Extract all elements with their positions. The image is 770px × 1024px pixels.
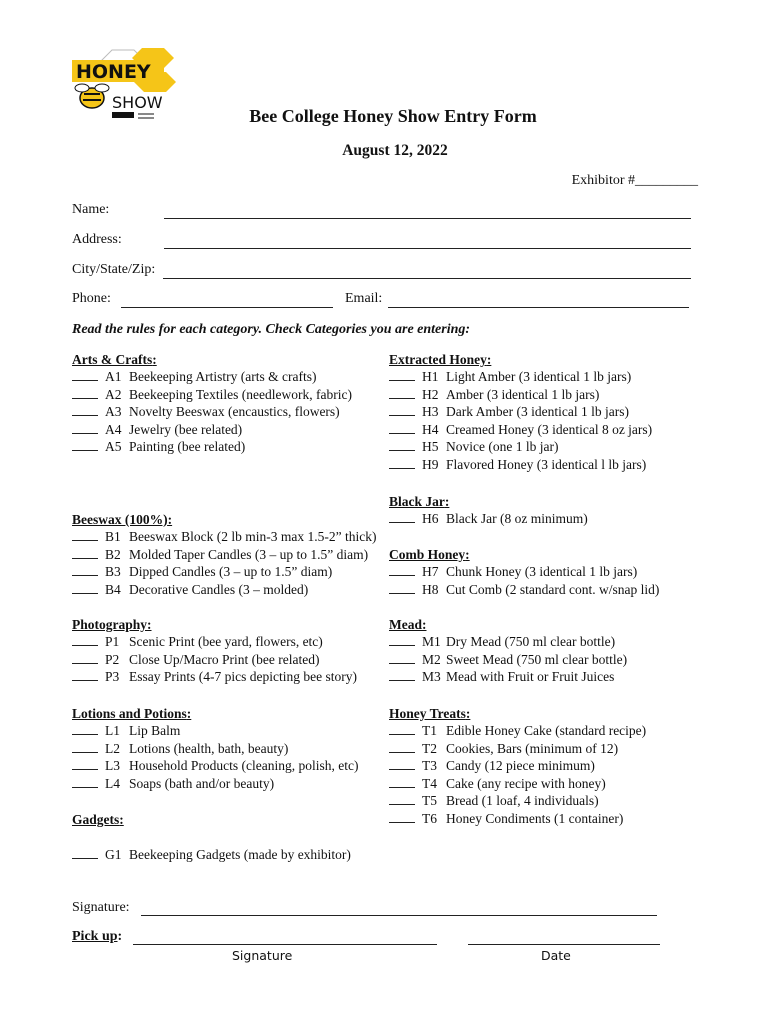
entry-item[interactable]: T2 Cookies, Bars (minimum of 12): [389, 740, 719, 758]
entry-item[interactable]: L2 Lotions (health, bath, beauty): [72, 740, 402, 758]
instructions-text: Read the rules for each category. Check Categories you are entering:: [72, 322, 471, 337]
pickup-label: Pick up: [72, 929, 118, 944]
checkbox-line[interactable]: [72, 741, 98, 753]
checkbox-line[interactable]: [72, 776, 98, 788]
checkbox-line[interactable]: [389, 387, 415, 399]
checkbox-line[interactable]: [389, 564, 415, 576]
form-date: August 12, 2022: [342, 142, 448, 159]
entry-item[interactable]: A5 Painting (bee related): [72, 438, 402, 456]
category-title: Gadgets: [72, 812, 120, 827]
category-honey-treats: Honey Treats: T1 Edible Honey Cake (standard recipe) T2 Cookies, Bars (minimum of 12) T3 Candy (12 piece minimum) T4 Cake (any recipe with honey) T5 Bread (1 loaf, 4 individuals) T6 Honey Condiments (1 container): [389, 705, 719, 828]
category-title: Comb Honey: [389, 547, 466, 562]
date-caption: Date: [541, 948, 571, 963]
logo-show-text: SHOW: [112, 93, 163, 112]
checkbox-line[interactable]: [72, 758, 98, 770]
checkbox-line[interactable]: [389, 634, 415, 646]
checkbox-line[interactable]: [389, 404, 415, 416]
entry-item[interactable]: B4 Decorative Candles (3 – molded): [72, 581, 402, 599]
name-input-line[interactable]: [164, 218, 691, 219]
checkbox-line[interactable]: [72, 547, 98, 559]
category-arts-crafts: Arts & Crafts: A1 Beekeeping Artistry (arts & crafts) A2 Beekeeping Textiles (needlework, fabric) A3 Novelty Beeswax (encaustics, flowers) A4 Jewelry (bee related) A5 Painting (bee related): [72, 351, 402, 456]
checkbox-line[interactable]: [389, 369, 415, 381]
checkbox-line[interactable]: [72, 634, 98, 646]
entry-item[interactable]: G1 Beekeeping Gadgets (made by exhibitor): [72, 846, 402, 864]
category-title: Black Jar: [389, 494, 445, 509]
entry-item[interactable]: B3 Dipped Candles (3 – up to 1.5” diam): [72, 563, 402, 581]
checkbox-line[interactable]: [389, 669, 415, 681]
entry-item[interactable]: T4 Cake (any recipe with honey): [389, 775, 719, 793]
category-title: Photography: [72, 617, 148, 632]
address-input-line[interactable]: [164, 248, 691, 249]
category-photography: Photography: P1 Scenic Print (bee yard, flowers, etc) P2 Close Up/Macro Print (bee related) P3 Essay Prints (4-7 pics depicting bee story): [72, 616, 402, 686]
gadgets-items: [72, 846, 402, 864]
checkbox-line[interactable]: [389, 457, 415, 469]
checkbox-line[interactable]: [72, 439, 98, 451]
checkbox-line[interactable]: [389, 723, 415, 735]
entry-item[interactable]: H6 Black Jar (8 oz minimum): [389, 510, 719, 528]
category-title: Extracted Honey: [389, 352, 487, 367]
entry-item[interactable]: H5 Novice (one 1 lb jar): [389, 438, 719, 456]
checkbox-line[interactable]: [389, 741, 415, 753]
entry-item[interactable]: A4 Jewelry (bee related): [72, 421, 402, 439]
logo-honey-text: HONEY: [76, 61, 151, 83]
category-title: Honey Treats: [389, 706, 466, 721]
entry-item[interactable]: B1 Beeswax Block (2 lb min-3 max 1.5-2” thick): [72, 528, 402, 546]
phone-label: Phone:: [72, 291, 111, 306]
checkbox-line[interactable]: [389, 422, 415, 434]
entry-item[interactable]: A2 Beekeeping Textiles (needlework, fabric): [72, 386, 402, 404]
entry-item[interactable]: T6 Honey Condiments (1 container): [389, 810, 719, 828]
category-title: Beeswax (100%): [72, 512, 168, 527]
entry-item[interactable]: H8 Cut Comb (2 standard cont. w/snap lid): [389, 581, 719, 599]
entry-item[interactable]: L1 Lip Balm: [72, 722, 402, 740]
email-input-line[interactable]: [388, 307, 689, 308]
checkbox-line[interactable]: [72, 723, 98, 735]
pickup-label-wrap: [72, 929, 122, 945]
entry-item[interactable]: P2 Close Up/Macro Print (bee related): [72, 651, 402, 669]
entry-item[interactable]: T3 Candy (12 piece minimum): [389, 757, 719, 775]
entry-item[interactable]: A3 Novelty Beeswax (encaustics, flowers): [72, 403, 402, 421]
entry-item[interactable]: H3 Dark Amber (3 identical 1 lb jars): [389, 403, 719, 421]
entry-item[interactable]: H9 Flavored Honey (3 identical l lb jars): [389, 456, 719, 474]
address-label: Address:: [72, 232, 122, 247]
pickup-signature-line[interactable]: [133, 944, 437, 945]
checkbox-line[interactable]: [72, 847, 98, 859]
phone-input-line[interactable]: [121, 307, 333, 308]
entry-item[interactable]: B2 Molded Taper Candles (3 – up to 1.5” diam): [72, 546, 402, 564]
signature-label: Signature:: [72, 900, 130, 915]
entry-item[interactable]: H2 Amber (3 identical 1 lb jars): [389, 386, 719, 404]
checkbox-line[interactable]: [389, 793, 415, 805]
signature-caption: Signature: [232, 948, 293, 963]
checkbox-line[interactable]: [72, 369, 98, 381]
entry-item[interactable]: M2 Sweet Mead (750 ml clear bottle): [389, 651, 719, 669]
entry-item[interactable]: M3 Mead with Fruit or Fruit Juices: [389, 668, 719, 686]
category-title: Lotions and Potions: [72, 706, 187, 721]
city-state-zip-input-line[interactable]: [163, 278, 691, 279]
entry-item[interactable]: L4 Soaps (bath and/or beauty): [72, 775, 402, 793]
entry-item[interactable]: M1 Dry Mead (750 ml clear bottle): [389, 633, 719, 651]
entry-item[interactable]: H1 Light Amber (3 identical 1 lb jars): [389, 368, 719, 386]
checkbox-line[interactable]: [389, 439, 415, 451]
checkbox-line[interactable]: [72, 669, 98, 681]
checkbox-line[interactable]: [389, 776, 415, 788]
exhibitor-number-field[interactable]: Exhibitor #_________: [571, 173, 698, 188]
entry-item[interactable]: P1 Scenic Print (bee yard, flowers, etc): [72, 633, 402, 651]
category-gadgets: Gadgets:: [72, 812, 124, 827]
checkbox-line[interactable]: [72, 582, 98, 594]
entry-item[interactable]: T5 Bread (1 loaf, 4 individuals): [389, 792, 719, 810]
category-beeswax: Beeswax (100%): B1 Beeswax Block (2 lb min-3 max 1.5-2” thick) B2 Molded Taper Candles (3 – up to 1.5” diam) B3 Dipped Candles (3 – up to 1.5” diam) B4 Decorative Candles (3 – molded): [72, 511, 402, 598]
signature-input-line[interactable]: [141, 915, 657, 916]
entry-item[interactable]: H7 Chunk Honey (3 identical 1 lb jars): [389, 563, 719, 581]
entry-item[interactable]: H4 Creamed Honey (3 identical 8 oz jars): [389, 421, 719, 439]
category-lotions-potions: Lotions and Potions: L1 Lip Balm L2 Lotions (health, bath, beauty) L3 Household Products (cleaning, polish, etc) L4 Soaps (bath and/or beauty): [72, 705, 402, 792]
checkbox-line[interactable]: [72, 564, 98, 576]
category-extracted-honey: Extracted Honey: H1 Light Amber (3 identical 1 lb jars) H2 Amber (3 identical 1 lb jars) H3 Dark Amber (3 identical 1 lb jars) H4 Creamed Honey (3 identical 8 oz jars) H5 Novice (one 1 lb jar) H9 Flavored Honey (3 identical l lb jars): [389, 351, 719, 474]
pickup-colon: :: [117, 929, 123, 944]
checkbox-line[interactable]: [72, 529, 98, 541]
category-title: Arts & Crafts: [72, 352, 153, 367]
checkbox-line[interactable]: [389, 758, 415, 770]
checkbox-line[interactable]: [72, 404, 98, 416]
checkbox-line[interactable]: [72, 422, 98, 434]
checkbox-line[interactable]: [72, 387, 98, 399]
category-black-jar: Black Jar: H6 Black Jar (8 oz minimum): [389, 493, 719, 528]
entry-item[interactable]: P3 Essay Prints (4-7 pics depicting bee story): [72, 668, 402, 686]
category-title: Mead: [389, 617, 422, 632]
entry-item[interactable]: L3 Household Products (cleaning, polish, etc): [72, 757, 402, 775]
entry-item[interactable]: A1 Beekeeping Artistry (arts & crafts): [72, 368, 402, 386]
name-label: Name:: [72, 202, 110, 217]
email-label: Email:: [345, 291, 383, 306]
pickup-date-line[interactable]: [468, 944, 660, 945]
city-state-zip-label: City/State/Zip:: [72, 262, 156, 277]
category-mead: Mead: M1 Dry Mead (750 ml clear bottle) M2 Sweet Mead (750 ml clear bottle) M3 Mead with Fruit or Fruit Juices: [389, 616, 719, 686]
checkbox-line[interactable]: [389, 652, 415, 664]
form-title: Bee College Honey Show Entry Form: [249, 106, 537, 126]
checkbox-line[interactable]: [389, 582, 415, 594]
category-comb-honey: Comb Honey: H7 Chunk Honey (3 identical 1 lb jars) H8 Cut Comb (2 standard cont. w/snap lid): [389, 546, 719, 598]
checkbox-line[interactable]: [72, 652, 98, 664]
entry-item[interactable]: T1 Edible Honey Cake (standard recipe): [389, 722, 719, 740]
